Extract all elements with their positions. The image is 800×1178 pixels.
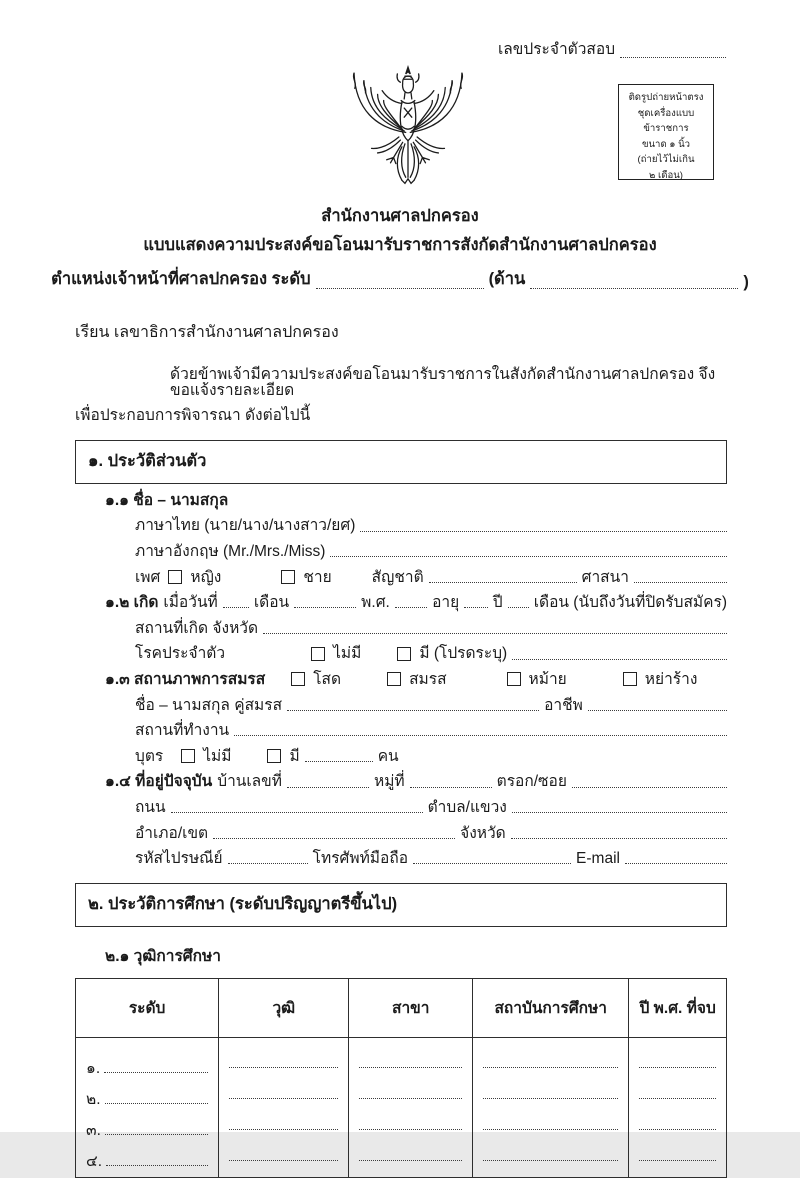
disease-specify-field: [512, 659, 727, 660]
col-major: สาขา: [349, 979, 473, 1038]
row3-number: ๓.: [86, 1121, 101, 1139]
tambon-label: ตำบล/แขวง: [427, 798, 507, 816]
checkbox-children-has: [267, 749, 281, 763]
col-grad-year: ปี พ.ศ. ที่จบ: [629, 979, 727, 1038]
age-months-field: [508, 607, 529, 608]
checkbox-disease-has: [397, 647, 411, 661]
children-unit-label: คน: [377, 747, 399, 765]
houseno-field: [287, 787, 369, 788]
soi-field: [572, 787, 727, 788]
row3-level-field: [105, 1134, 208, 1135]
photo-box-line-3: ขนาด ๑ นิ้ว: [641, 138, 691, 150]
age-yr-label: ปี: [492, 594, 503, 612]
row2-institution-field: [483, 1098, 618, 1099]
occupation-label: อาชีพ: [544, 696, 583, 714]
position-title-line: [0, 266, 800, 292]
header-band: [0, 0, 800, 196]
birth-date-label: เมื่อวันที่: [163, 594, 218, 612]
age-label: อายุ: [432, 594, 460, 612]
occupation-field: [588, 710, 727, 711]
education-table: [75, 978, 727, 1178]
single-label: โสด: [313, 670, 342, 688]
male-label: ชาย: [303, 568, 332, 586]
row4-degree-field: [229, 1160, 338, 1161]
disease-line: [75, 637, 727, 663]
row4-institution-field: [483, 1160, 618, 1161]
religion-label: ศาสนา: [581, 568, 629, 586]
marital-line: [75, 663, 727, 689]
female-label: หญิง: [190, 568, 222, 586]
children-none-label: ไม่มี: [203, 747, 232, 765]
birthplace-line: [75, 611, 727, 637]
position-level-field: [316, 288, 484, 289]
birth-day-field: [223, 607, 249, 608]
row2-degree-field: [229, 1098, 338, 1099]
address-line: [75, 765, 727, 791]
section1-header: ๑. ประวัติส่วนตัว: [75, 440, 727, 484]
form-body: [0, 320, 800, 1178]
tambon-field: [512, 812, 727, 813]
birth-year-field: [395, 607, 427, 608]
col-institution: สถาบันการศึกษา: [473, 979, 629, 1038]
salutation: เรียน เลขาธิการสำนักงานศาลปกครอง: [75, 324, 339, 341]
intro-line-1: ด้วยข้าพเจ้ามีความประสงค์ขอโอนมารับราชการในสังกัดสำนักงานศาลปกครอง จึงขอแจ้งรายละเอียด: [170, 366, 716, 399]
age-note-label: เดือน (นับถึงวันที่ปิดรับสมัคร): [533, 594, 727, 612]
sex-label: เพศ: [135, 568, 161, 586]
row2-year-field: [639, 1098, 716, 1099]
workplace-label: สถานที่ทำงาน: [135, 722, 230, 740]
birth-year-label: พ.ศ.: [361, 594, 390, 612]
thai-name-field: [360, 531, 727, 532]
nationality-label: สัญชาติ: [371, 568, 424, 586]
road-label: ถนน: [135, 798, 166, 816]
children-has-label: มี: [289, 747, 300, 765]
birthplace-field: [263, 633, 727, 634]
houseno-label: บ้านเลขที่: [217, 773, 282, 791]
row2-major-field: [359, 1098, 462, 1099]
col-level: ระดับ: [76, 979, 219, 1038]
photo-box-line-5: ๒ เดือน): [648, 169, 683, 181]
checkbox-single: [291, 672, 305, 686]
row3-year-field: [639, 1129, 716, 1130]
spouse-name-field: [287, 710, 539, 711]
s21-title: ๒.๑ วุฒิการศึกษา: [105, 948, 221, 966]
disease-none-label: ไม่มี: [333, 645, 362, 663]
garuda-emblem: [332, 62, 484, 196]
education-row-4: [76, 1138, 727, 1178]
children-line: [75, 739, 727, 765]
s13-title: ๑.๓ สถานภาพการสมรส: [105, 670, 266, 688]
row4-year-field: [639, 1160, 716, 1161]
age-years-field: [464, 607, 488, 608]
soi-label: ตรอก/ซอย: [496, 773, 567, 791]
workplace-line: [75, 714, 727, 740]
position-dan-label: (ด้าน: [488, 270, 526, 288]
divorced-label: หย่าร้าง: [644, 670, 698, 688]
province-field: [511, 838, 727, 839]
contact-line: [75, 842, 727, 868]
mobile-field: [413, 863, 571, 864]
birth-month-field: [294, 607, 356, 608]
row1-degree-field: [229, 1067, 338, 1068]
moo-label: หมู่ที่: [373, 773, 405, 791]
intro-line-2: เพื่อประกอบการพิจารณา ดังต่อไปนี้: [75, 407, 311, 424]
eng-name-label: ภาษาอังกฤษ (Mr./Mrs./Miss): [135, 543, 326, 561]
road-line: [75, 791, 727, 817]
widowed-label: หม้าย: [528, 670, 567, 688]
disease-label: โรคประจำตัว: [135, 645, 226, 663]
birth-line: [75, 586, 727, 612]
row1-year-field: [639, 1067, 716, 1068]
s11-title: ๑.๑ ชื่อ – นามสกุล: [105, 491, 229, 509]
row4-number: ๔.: [86, 1152, 103, 1170]
checkbox-divorced: [623, 672, 637, 686]
postcode-field: [228, 863, 308, 864]
eng-name-line: [75, 535, 727, 561]
position-label: ตำแหน่งเจ้าหน้าที่ศาลปกครอง ระดับ: [51, 270, 311, 288]
col-degree: วุฒิ: [219, 979, 349, 1038]
email-label: E-mail: [576, 850, 620, 868]
s14-bold: ๑.๔ ที่อยู่ปัจจุบัน: [105, 773, 213, 791]
row2-number: ๒.: [86, 1090, 101, 1108]
photo-box-line-1: ติดรูปถ่ายหน้าตรง: [628, 92, 704, 103]
row4-major-field: [359, 1160, 462, 1161]
exam-number-line: [498, 36, 726, 61]
row1-institution-field: [483, 1067, 618, 1068]
row3-major-field: [359, 1129, 462, 1130]
birth-month-label: เดือน: [253, 594, 290, 612]
section2-header: ๒. ประวัติการศึกษา (ระดับปริญญาตรีขึ้นไป): [75, 883, 727, 927]
postcode-label: รหัสไปรษณีย์: [135, 850, 223, 868]
exam-number-field: [620, 57, 726, 58]
eng-name-field: [330, 556, 727, 557]
moo-field: [410, 787, 492, 788]
exam-number-label: เลขประจำตัวสอบ: [498, 41, 616, 58]
religion-field: [634, 582, 727, 583]
photo-box-line-2: ชุดเครื่องแบบข้าราชการ: [637, 107, 695, 135]
workplace-field: [234, 735, 727, 736]
road-field: [171, 812, 423, 813]
children-count-field: [305, 761, 373, 762]
row4-level-field: [106, 1165, 208, 1166]
position-close-paren: ): [743, 273, 749, 291]
checkbox-disease-none: [311, 647, 325, 661]
children-label: บุตร: [135, 747, 164, 765]
s12-bold: ๑.๒ เกิด: [105, 594, 159, 612]
row2-level-field: [105, 1103, 209, 1104]
row3-institution-field: [483, 1129, 618, 1130]
amphoe-field: [213, 838, 455, 839]
spouse-label: ชื่อ – นามสกุล คู่สมรส: [135, 696, 283, 714]
checkbox-female: [168, 570, 182, 584]
nationality-field: [429, 582, 577, 583]
row1-level-field: [104, 1072, 208, 1073]
position-dan-field: [530, 288, 738, 289]
row3-degree-field: [229, 1129, 338, 1130]
amphoe-line: [75, 816, 727, 842]
sex-line: [75, 560, 727, 586]
disease-has-label: มี (โปรดระบุ): [419, 645, 508, 663]
checkbox-male: [281, 570, 295, 584]
photo-box-line-4: (ถ่ายไว้ไม่เกิน: [637, 154, 695, 166]
photo-attach-box: [618, 84, 714, 180]
form-title: แบบแสดงความประสงค์ขอโอนมารับราชการสังกัดสำนักงานศาลปกครอง: [143, 235, 657, 254]
education-row-1: [76, 1038, 727, 1077]
email-field: [625, 863, 727, 864]
married-label: สมรส: [409, 670, 447, 688]
row1-major-field: [359, 1067, 462, 1068]
s11-title-line: [75, 484, 727, 510]
education-row-2: [76, 1076, 727, 1107]
org-title: สำนักงานศาลปกครอง: [321, 207, 479, 225]
checkbox-married: [387, 672, 401, 686]
education-row-3: [76, 1107, 727, 1138]
checkbox-children-none: [181, 749, 195, 763]
spouse-line: [75, 688, 727, 714]
mobile-label: โทรศัพท์มือถือ: [312, 850, 409, 868]
education-table-header-row: [76, 979, 727, 1038]
birthplace-label: สถานที่เกิด จังหวัด: [135, 619, 259, 637]
thai-name-label: ภาษาไทย (นาย/นาง/นางสาว/ยศ): [135, 517, 356, 535]
province-label: จังหวัด: [460, 824, 506, 842]
row1-number: ๑.: [86, 1059, 101, 1077]
amphoe-label: อำเภอ/เขต: [135, 824, 209, 842]
checkbox-widowed: [507, 672, 521, 686]
thai-name-line: [75, 509, 727, 535]
